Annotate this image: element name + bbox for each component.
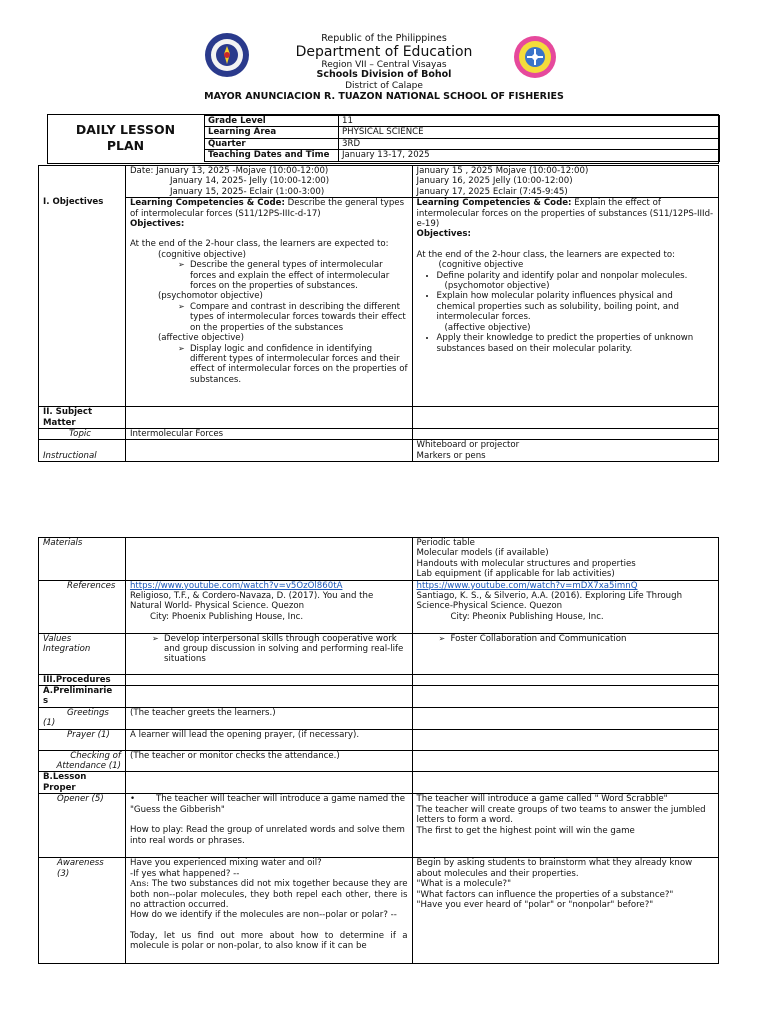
header-school-name: MAYOR ANUNCIACION R. TUAZON NATIONAL SCHOOL OF FISHERIES [204,91,564,102]
opener-text: The teacher will teacher will introduce a game named the "Guess the Gibberish" [129,794,406,815]
topic-value: Intermolecular Forces [125,429,412,440]
preliminaries-label: A.Preliminarie s [39,686,126,708]
header-region: Region VII – Central Visayas [321,60,447,70]
header-division: Schools Division of Bohol [316,69,452,80]
attendance-text: (The teacher or monitor checks the attendance.) [125,750,412,772]
list-item: ➢ Display logic and confidence in identifying different types of intermolecular forces and their effect of intermolecular forces on the properties of substances. [190,344,408,386]
reference-text: Santiago, K. S., & Silverio, A.A. (2016). Exploring Life Through Science-Physical Science. Quezon [416,591,683,612]
teaching-dates-value: January 13-17, 2025 [339,150,720,161]
dates-right-cell [412,166,718,198]
awareness-label: Awareness (3) [39,858,126,964]
procedures-label: III.Procedures [39,674,126,685]
reference-link[interactable]: https://www.youtube.com/watch?v=v5OzOl860tA [129,580,343,591]
reference-link[interactable]: https://www.youtube.com/watch?v=mDX7xa5imnQ [416,580,638,591]
objectives-label-cell [39,166,126,407]
list-item: ➢ Compare and contrast in describing the different types of intermolecular forces towards their effect on the properties of the substances [190,302,408,333]
quarter-value: 3RD [339,138,720,149]
objectives-heading: Objectives: [129,219,185,230]
info-box [47,114,719,164]
references-left-cell [125,580,412,633]
topic-label: Topic [39,429,126,440]
materials-right-cell [412,538,719,581]
values-integration-label: Values Integration [39,633,126,674]
materials-label: Materials [39,538,126,581]
header-department: Department of Education [295,44,473,60]
grade-level-value: 11 [339,116,720,127]
lesson-proper-label: B.Lesson Proper [39,772,126,794]
affective-list [130,344,408,386]
awareness-line: Begin by asking students to brainstorm what they already know about molecules and their properties. [416,858,693,879]
values-right-cell [412,633,719,674]
lc-text: Explain the effect of intermolecular forces on the properties of substances (S11/12PS-IIId-e-19) [416,198,714,230]
objectives-list [417,271,714,281]
cognitive-list [130,260,408,291]
material-line: Markers or pens [416,450,486,461]
prayer-label: Prayer (1) [39,729,126,750]
daily-lesson-plan-title: DAILY LESSON PLAN [75,122,176,153]
cognitive-label: (cognitive objective [438,260,524,271]
objectives-list [417,291,714,322]
lesson-table-part1 [38,165,719,462]
list-item: • Define polarity and identify polar and nonpolar molecules. [437,271,714,281]
lc-text: Describe the general types of intermolecular forces (S11/12PS-IIIc-d-17) [129,198,405,219]
list-item: • Apply their knowledge to predict the properties of unknown substances based on their molecular polarity. [437,333,714,354]
instructional-label: Instructional [39,440,126,462]
material-line: Molecular models (if available) [416,548,549,559]
awareness-line: "What factors can influence the properties of a substance?" [416,889,674,900]
awareness-left-cell [125,858,412,964]
list-item: ➢ Develop interpersonal skills through cooperative work and group discussion in solving and performing real-life situations [164,634,408,665]
awareness-line: "Have you ever heard of "polar" or "nonpolar" before?" [416,899,654,910]
lesson-table-part2 [38,537,719,964]
affective-label: (affective objective) [444,322,531,333]
greetings-label: Greetings (1) [39,707,126,729]
date-line: Date: January 13, 2025 -Mojave (10:00-12:00) [129,166,329,176]
grade-level-label: Grade Level [205,116,339,127]
objectives-intro: At the end of the 2-hour class, the learners are expected to: [129,239,389,250]
awareness-line: Have you experienced mixing water and oil? [129,858,322,869]
opener-line: The teacher will introduce a game called " Word Scrabble" [416,794,668,805]
objectives-label: I. Objectives [43,197,104,207]
learning-area-label: Learning Area [205,127,339,138]
material-line: Lab equipment (if applicable for lab activities) [416,569,615,580]
list-item: ➢ Describe the general types of intermolecular forces and explain the effect of intermolecular forces on the properties of substances. [190,260,408,291]
objectives-right-cell [412,198,718,407]
date-line: January 17, 2025 Eclair (7:45-9:45) [416,186,568,197]
date-line: January 14, 2025- Jelly (10:00-12:00) [169,176,330,187]
prayer-text: A learner will lead the opening prayer, (if necessary). [125,729,412,750]
list-item: • Explain how molecular polarity influences physical and chemical properties such as solubility, boiling point, and intermolecular forces. [437,291,714,322]
psychomotor-label: (psychomotor objective) [157,291,263,302]
opener-line: The teacher will create groups of two teams to answer the jumbled letters to form a word. [416,804,706,826]
greetings-text: (The teacher greets the learners.) [125,707,412,729]
material-line: Whiteboard or projector [416,440,520,451]
teaching-dates-label: Teaching Dates and Time [205,150,339,161]
opener-line: The first to get the highest point will win the game [416,825,635,836]
awareness-line: "What is a molecule?" [416,879,512,890]
subject-matter-label: II. Subject Matter [39,407,126,429]
opener-how-to-play: How to play: Read the group of unrelated words and solve them into real words or phrases. [129,825,405,846]
objectives-heading: Objectives: [416,229,471,240]
awareness-line: -If yes what happened? -- [129,868,240,879]
lc-label: Learning Competencies & Code: [129,198,285,209]
awareness-right-cell [412,858,719,964]
material-line: Handouts with molecular structures and properties [416,558,636,569]
dates-left-cell [125,166,412,198]
references-label: References [39,580,126,633]
info-table [204,115,720,162]
objectives-intro: At the end of the 2-hour class, the learners are expected to: [416,249,676,260]
reference-city: City: Phoenix Publishing House, Inc. [149,611,304,622]
answer-label: Ans: [129,879,150,890]
date-line: January 15, 2025- Eclair (1:00-3:00) [169,186,325,197]
opener-left-cell [125,794,412,858]
awareness-line: The two substances did not mix together because they are both non--polar molecules, they both repel each other, there is no attraction occurred. [129,879,408,910]
values-left-cell [125,633,412,674]
header-republic: Republic of the Philippines [321,33,447,44]
psychomotor-label: (psychomotor objective) [444,281,550,292]
lc-label: Learning Competencies & Code: [416,198,572,209]
material-line: Periodic table [416,538,475,548]
attendance-label: Checking of Attendance (1) [39,750,126,772]
objectives-list [417,333,714,354]
cognitive-label: (cognitive objective) [157,249,247,260]
awareness-line: Today, let us find out more about how to determine if a molecule is polar or non-polar, to also know if it can be [129,930,408,952]
reference-text: Religioso, T.F., & Cordero-Navaza, D. (2017). You and the Natural World- Physical Science. Quezon [129,591,374,612]
references-right-cell [412,580,719,633]
opener-label: Opener (5) [39,794,126,858]
date-line: January 16, 2025 Jelly (10:00-12:00) [416,176,573,187]
list-item: ➢ Foster Collaboration and Communication [451,634,715,644]
reference-city: City: Pheonix Publishing House, Inc. [450,611,604,622]
objectives-left-cell [125,198,412,407]
awareness-line: How do we identify if the molecules are non--polar or polar? -- [129,910,397,921]
affective-label: (affective objective) [157,333,244,344]
date-line: January 15 , 2025 Mojave (10:00-12:00) [416,166,589,176]
bullet: • [129,794,136,805]
opener-right-cell [412,794,719,858]
learning-area-value: PHYSICAL SCIENCE [339,127,720,138]
header-district: District of Calape [345,81,423,91]
instructional-right-cell [412,440,718,462]
psychomotor-list [130,302,408,333]
quarter-label: Quarter [205,138,339,149]
